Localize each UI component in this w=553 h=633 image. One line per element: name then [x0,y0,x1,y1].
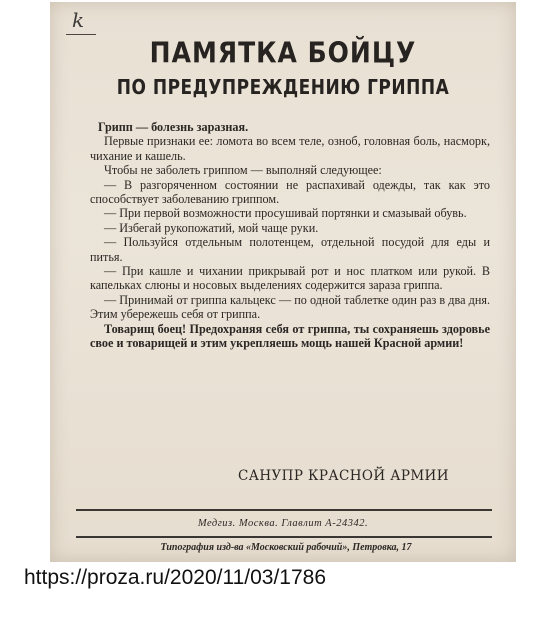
paragraph-appeal: Товарищ боец! Предохраняя себя от гриппа, ты сохраняешь здоровье свое и товарищей и этим укрепляешь мощь нашей Красной армии! [90,321,490,351]
handwritten-mark: k [72,8,85,32]
divider-top [76,509,492,511]
footer-printer: Типография изд-ва «Московский рабочий», Петровка, 17 [160,542,412,553]
paragraph-symptoms: Первые признаки ее: ломота во всем теле, озноб, головная боль, насморк, чихание и кашель. [90,134,490,163]
rule-clothing: — В разгоряченном состоянии не распахивай одежды, так как это способствует заболеванию гриппом. [90,177,490,207]
paragraph-instructions: Чтобы не заболеть гриппом — выполняй следующее: [104,163,382,178]
rule-towel: — Пользуйся отдельным полотенцем, отдельной посудой для еды и питья. [90,235,490,264]
rule-cough: — При кашле и чихании прикрывай рот и нос платком или рукой. В капельках слюны и носовых выделениях содержится зараза гриппа. [90,264,490,293]
divider-bottom [76,536,492,538]
leaflet-body [90,120,490,351]
signature: САНУПР КРАСНОЙ АРМИИ [238,468,449,484]
leaflet-title: ПАМЯТКА БОЙЦУ [149,35,417,70]
rule-handshakes: — Избегай рукопожатий, мой чаще руки. [104,220,319,235]
source-url: https://proza.ru/2020/11/03/1786 [22,566,330,590]
leaflet-subtitle: ПО ПРЕДУПРЕЖДЕНИЮ ГРИППА [116,76,450,100]
leaflet-page [50,2,516,562]
rule-calcex: — Принимай от гриппа кальцекс — по одной таблетке один раз в два дня. Этим убережешь себя от гриппа. [90,292,490,322]
footer-publisher: Медгиз. Москва. Главлит А-24342. [197,518,369,529]
rule-footwear: — При первой возможности просушивай портянки и смазывай обувь. [104,206,467,221]
paragraph-lead: Грипп — болезнь заразная. [98,120,249,134]
